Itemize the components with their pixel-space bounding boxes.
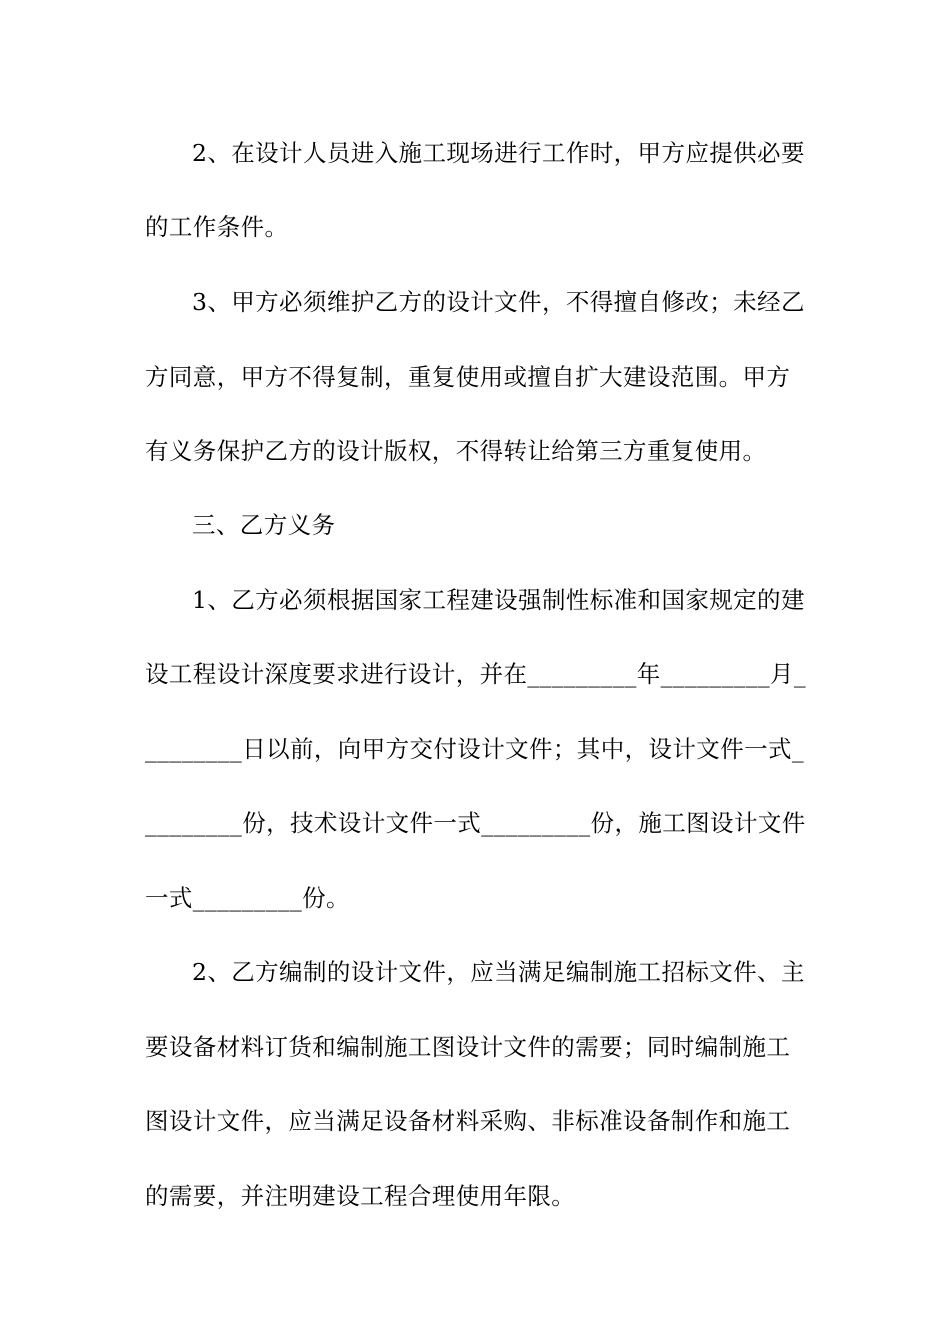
text-line: 一式_________份。 <box>145 884 350 912</box>
text-line: 的工作条件。 <box>145 213 289 241</box>
text-line: 2、在设计人员进入施工现场进行工作时，甲方应提供必要 <box>192 139 805 167</box>
section-heading: 三、乙方义务 <box>192 511 336 539</box>
text-line: 3、甲方必须维护乙方的设计文件，不得擅自修改；未经乙 <box>192 288 805 316</box>
text-line: 1、乙方必须根据国家工程建设强制性标准和国家规定的建 <box>192 586 805 614</box>
text-line: ________份，技术设计文件一式_________份，施工图设计文件 <box>145 809 806 837</box>
text-line: 要设备材料订货和编制施工图设计文件的需要；同时编制施工 <box>145 1033 791 1061</box>
text-line: 的需要，并注明建设工程合理使用年限。 <box>145 1182 576 1210</box>
text-line: 2、乙方编制的设计文件，应当满足编制施工招标文件、主 <box>192 958 805 986</box>
text-line: 图设计文件，应当满足设备材料采购、非标准设备制作和施工 <box>145 1107 791 1135</box>
text-line: 有义务保护乙方的设计版权，不得转让给第三方重复使用。 <box>145 437 767 465</box>
text-line: 设工程设计深度要求进行设计，并在_________年_________月_ <box>145 660 807 688</box>
text-line: ________日以前，向甲方交付设计文件；其中，设计文件一式_ <box>145 735 805 763</box>
text-line: 方同意，甲方不得复制，重复使用或擅自扩大建设范围。甲方 <box>145 363 791 391</box>
